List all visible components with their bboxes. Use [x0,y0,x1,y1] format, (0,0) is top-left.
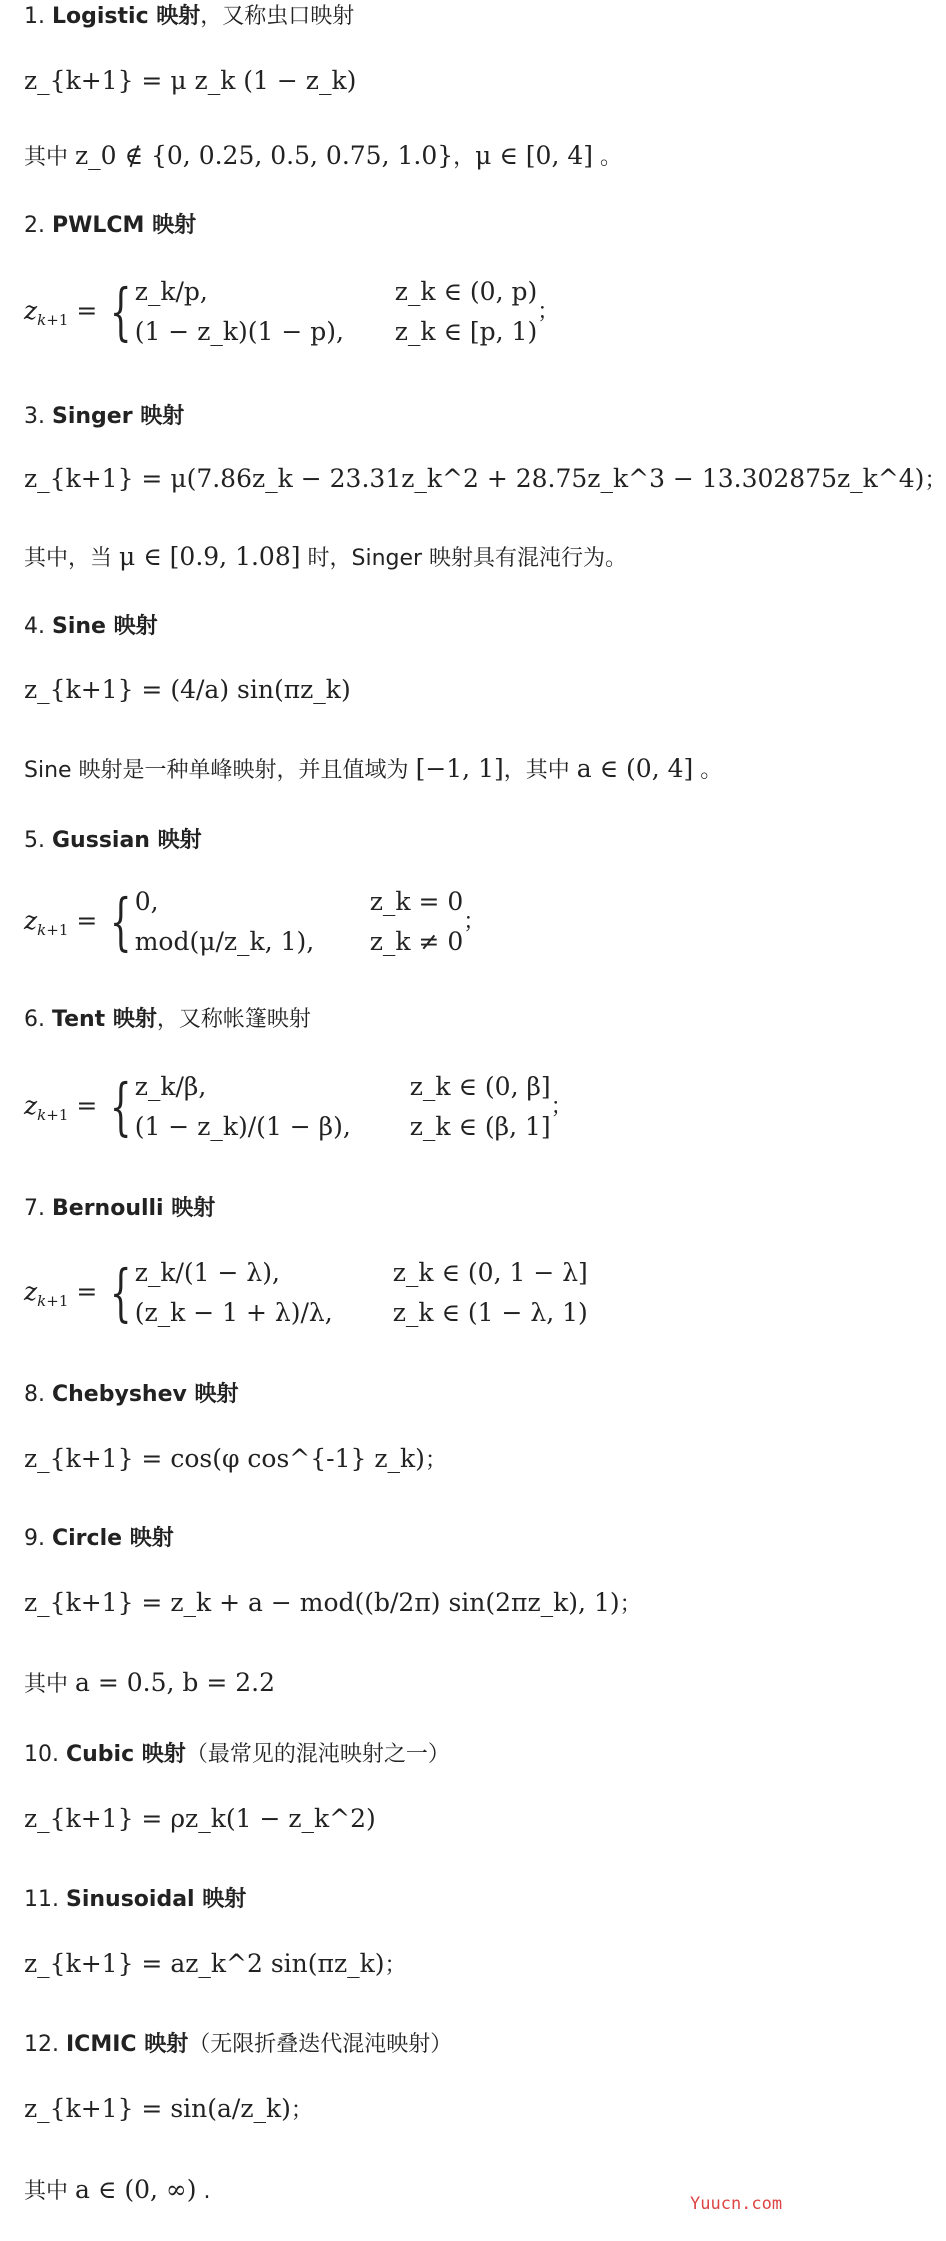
note-logistic: 其中 z_0 ∉ {0, 0.25, 0.5, 0.75, 1.0}，μ ∈ [0, 4] 。 [24,141,623,170]
formula-chebyshev: z_{k+1} = cos(φ cos^{-1} z_k)； [24,1444,447,1473]
case-expr: 0, [134,887,159,916]
case-cond: z_k = 0 [369,887,464,916]
formula-gussian: $z_{k+1}$ = { 0, z_k = 0 mod(μ/z_k, 1), z_k ≠ 0 ； [24,885,486,958]
case-cond: z_k ∈ (β, 1] [409,1112,551,1141]
heading-pwlcm: 2. PWLCM 映射 [24,213,197,238]
case-cond: z_k ∈ (1 − λ, 1) [392,1298,588,1327]
heading-sinusoidal: 11. Sinusoidal 映射 [24,1887,247,1912]
case-cond: z_k ∈ (0, β] [409,1072,551,1101]
formula-bernoulli: $z_{k+1}$ = { z_k/(1 − λ), z_k ∈ (0, 1 − λ] (z_k − 1 + λ)/λ, z_k ∈ (1 − λ, 1) [24,1256,588,1329]
case-expr: z_k/(1 − λ), [134,1258,280,1287]
case-cond: z_k ≠ 0 [369,927,464,956]
formula-sinusoidal: z_{k+1} = az_k^2 sin(πz_k)； [24,1949,407,1978]
case-expr: (z_k − 1 + λ)/λ, [134,1298,333,1327]
heading-cubic: 10. Cubic 映射（最常见的混沌映射之一） [24,1742,450,1767]
heading-gussian: 5. Gussian 映射 [24,828,202,853]
note-icmic: 其中 a ∈ (0, ∞) . [24,2175,211,2204]
formula-cubic: z_{k+1} = ρz_k(1 − z_k^2) [24,1804,376,1833]
heading-sine: 4. Sine 映射 [24,614,158,639]
heading-bernoulli: 7. Bernoulli 映射 [24,1196,216,1221]
formula-tent: $z_{k+1}$ = { z_k/β, z_k ∈ (0, β] (1 − z_k)/(1 − β), z_k ∈ (β, 1] ； [24,1070,573,1143]
case-cond: z_k ∈ (0, p) [394,277,538,306]
note-sine: Sine 映射是一种单峰映射，并且值域为 [−1, 1]，其中 a ∈ (0, 4] 。 [24,754,723,783]
formula-icmic: z_{k+1} = sin(a/z_k)； [24,2094,313,2123]
formula-pwlcm: $z_{k+1}$ = { z_k/p, z_k ∈ (0, p) (1 − z_k)(1 − p), z_k ∈ [p, 1) ； [24,275,560,348]
case-cond: z_k ∈ [p, 1) [394,317,538,346]
case-expr: (1 − z_k)/(1 − β), [134,1112,351,1141]
case-expr: z_k/β, [134,1072,207,1101]
case-expr: (1 − z_k)(1 − p), [134,317,344,346]
formula-circle: z_{k+1} = z_k + a − mod((b/2π) sin(2πz_k), 1)； [24,1588,642,1617]
formula-logistic: z_{k+1} = μ z_k (1 − z_k) [24,66,357,95]
heading-tent: 6. Tent 映射，又称帐篷映射 [24,1007,311,1032]
formula-singer: z_{k+1} = μ(7.86z_k − 23.31z_k^2 + 28.75z_k^3 − 13.302875z_k^4)； [24,464,946,493]
heading-circle: 9. Circle 映射 [24,1526,174,1551]
heading-logistic: 1. Logistic 映射，又称虫口映射 [24,4,355,29]
heading-icmic: 12. ICMIC 映射（无限折叠迭代混沌映射） [24,2032,453,2057]
formula-sine: z_{k+1} = (4/a) sin(πz_k) [24,675,351,704]
case-cond: z_k ∈ (0, 1 − λ] [392,1258,588,1287]
heading-chebyshev: 8. Chebyshev 映射 [24,1382,239,1407]
heading-singer: 3. Singer 映射 [24,404,185,429]
watermark: Yuucn.com [690,2194,783,2214]
case-expr: mod(μ/z_k, 1), [134,927,315,956]
note-singer: 其中，当 μ ∈ [0.9, 1.08] 时，Singer 映射具有混沌行为。 [24,542,628,571]
case-expr: z_k/p, [134,277,208,306]
note-circle: 其中 a = 0.5, b = 2.2 [24,1668,276,1697]
